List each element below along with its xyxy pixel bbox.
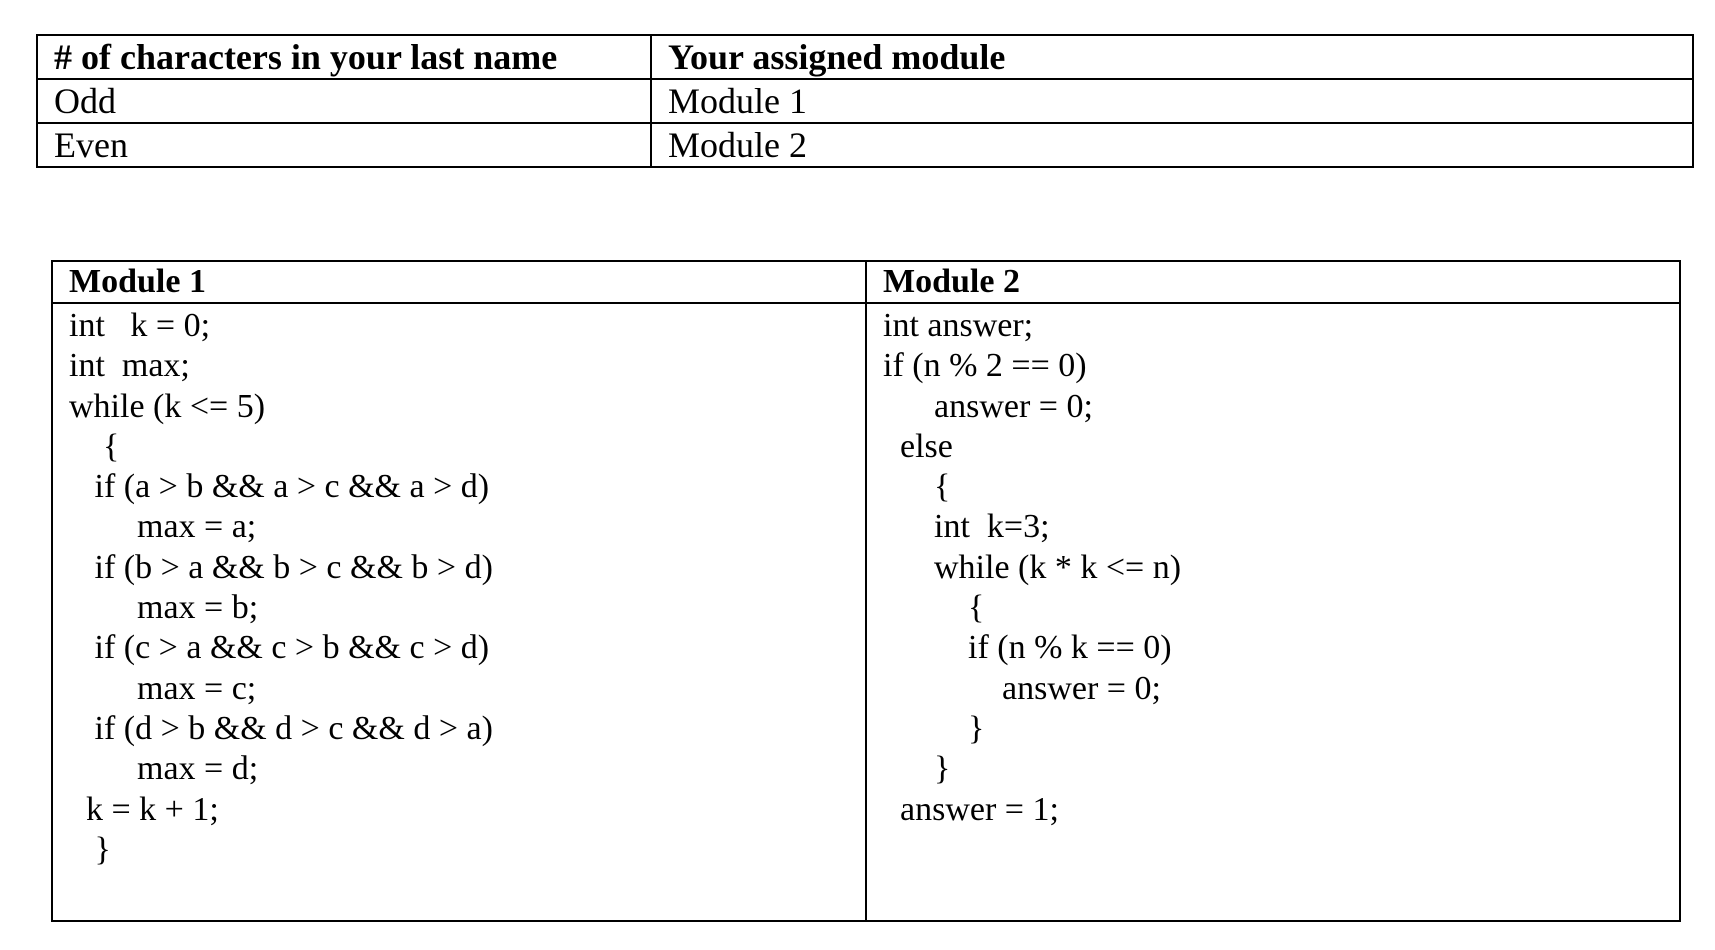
table-header-row (37, 35, 1693, 79)
code-line: answer = 0; (883, 387, 1093, 425)
assignment-table (36, 34, 1694, 168)
column-header: Your assigned module (651, 35, 1693, 79)
code-line: while (k * k <= n) (883, 548, 1182, 586)
code-line: } (883, 750, 951, 788)
code-line: answer = 0; (883, 669, 1161, 707)
code-line: max = a; (69, 508, 257, 546)
code-line: else (883, 427, 953, 465)
code-line: } (883, 709, 985, 747)
code-line: if (n % 2 == 0) (883, 347, 1087, 385)
table-row (37, 123, 1693, 167)
code-line: while (k <= 5) (69, 387, 266, 425)
code-line: max = d; (69, 750, 259, 788)
code-line: { (883, 589, 985, 627)
table-cell: Module 1 (651, 79, 1693, 123)
table-row (52, 303, 1680, 921)
code-line: int k=3; (883, 508, 1050, 546)
code-line: if (b > a && b > c && b > d) (69, 548, 493, 586)
code-line: int k = 0; (69, 307, 211, 344)
code-line: answer = 1; (883, 790, 1059, 828)
code-line: { (69, 427, 120, 465)
code-line: if (c > a && c > b && c > d) (69, 629, 490, 667)
table-cell: Odd (37, 79, 651, 123)
table-row (37, 79, 1693, 123)
module2-title: Module 2 (866, 261, 1680, 303)
module1-code (52, 303, 866, 921)
module1-title: Module 1 (52, 261, 866, 303)
table-cell: Even (37, 123, 651, 167)
modules-table (51, 260, 1681, 922)
code-line: int answer; (883, 307, 1034, 344)
code-line: if (d > b && d > c && d > a) (69, 709, 493, 747)
code-line: } (69, 830, 111, 868)
code-line: if (n % k == 0) (883, 629, 1172, 667)
code-line: k = k + 1; (69, 790, 219, 828)
code-line: max = b; (69, 589, 259, 627)
module2-code (866, 303, 1680, 921)
code-line: int max; (69, 347, 190, 385)
table-cell: Module 2 (651, 123, 1693, 167)
table-header-row (52, 261, 1680, 303)
code-line: { (883, 468, 951, 506)
code-line: if (a > b && a > c && a > d) (69, 468, 490, 506)
column-header: # of characters in your last name (37, 35, 651, 79)
code-line: max = c; (69, 669, 257, 707)
